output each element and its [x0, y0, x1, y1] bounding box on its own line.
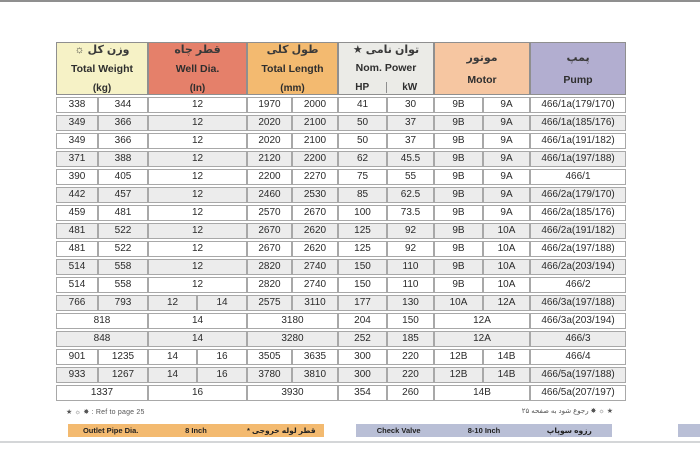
outlet-pipe-label-en: Outlet Pipe Dia.: [82, 426, 139, 435]
table-cell: 3635: [292, 349, 338, 365]
table-cell: 466/1a(191/182): [530, 133, 626, 149]
table-cell: 10A: [483, 277, 530, 293]
header-total-length: [247, 42, 338, 95]
table-cell: 9B: [434, 169, 483, 185]
table-cell: 3810: [292, 367, 338, 383]
table-cell: 30: [387, 97, 434, 113]
table-cell: 12: [148, 115, 247, 131]
table-cell: 10A: [483, 259, 530, 275]
table-cell: 9B: [434, 259, 483, 275]
table-row: [56, 259, 626, 275]
table-cell: 2100: [292, 115, 338, 131]
table-cell: 9A: [483, 133, 530, 149]
header-well-dia-unit: (In): [189, 82, 206, 94]
table-cell: 300: [338, 367, 387, 383]
table-cell: 818: [56, 313, 148, 329]
table-cell: 12: [148, 259, 247, 275]
table-row: [56, 151, 626, 167]
table-cell: 2670: [247, 241, 292, 257]
table-cell: 2820: [247, 259, 292, 275]
table-cell: 3505: [247, 349, 292, 365]
table-cell: 848: [56, 331, 148, 347]
table-row: [56, 277, 626, 293]
table-cell: 793: [98, 295, 148, 311]
table-cell: 2100: [292, 133, 338, 149]
table-row: [56, 169, 626, 185]
table-cell: 349: [56, 133, 98, 149]
table-cell: 110: [387, 259, 434, 275]
bottom-divider: [0, 441, 700, 443]
table-row: [56, 187, 626, 203]
table-cell: 9A: [483, 115, 530, 131]
footnote-ref-left: ★ ☼ ✸ : Ref to page 25: [66, 409, 145, 416]
check-valve-bar: [356, 424, 612, 437]
table-cell: 3780: [247, 367, 292, 383]
header-hp: HP: [355, 81, 370, 93]
table-cell: 1970: [247, 97, 292, 113]
table-cell: 14B: [483, 349, 530, 365]
outlet-pipe-bar: [68, 424, 324, 437]
table-cell: 366: [98, 133, 148, 149]
table-cell: 62: [338, 151, 387, 167]
table-cell: 14: [148, 367, 197, 383]
table-cell: 2740: [292, 277, 338, 293]
table-cell: 2670: [247, 223, 292, 239]
table-cell: 220: [387, 367, 434, 383]
table-cell: 9B: [434, 241, 483, 257]
table-cell: 481: [56, 241, 98, 257]
table-cell: 442: [56, 187, 98, 203]
table-cell: 9A: [483, 97, 530, 113]
table-cell: 9B: [434, 205, 483, 221]
table-cell: 466/2a(191/182): [530, 223, 626, 239]
table-cell: 514: [56, 277, 98, 293]
table-cell: 466/1: [530, 169, 626, 185]
table-row: [56, 331, 626, 347]
header-pump-en: Pump: [563, 73, 593, 86]
table-cell: 466/4: [530, 349, 626, 365]
header-total-length-en: Total Length: [261, 63, 324, 75]
table-cell: 9B: [434, 187, 483, 203]
table-cell: 466/2: [530, 277, 626, 293]
header-nom-power: [338, 42, 434, 95]
table-cell: 466/5a(197/188): [530, 367, 626, 383]
check-valve-size: 8-10 Inch: [467, 426, 501, 435]
table-cell: 204: [338, 313, 387, 329]
header-nom-power-en: Nom. Power: [355, 62, 417, 74]
table-cell: 12A: [434, 313, 530, 329]
table-cell: 16: [197, 349, 247, 365]
table-cell: 12: [148, 169, 247, 185]
header-total-weight-fa: وزن کل ☼: [74, 43, 130, 56]
table-cell: 2530: [292, 187, 338, 203]
header-total-weight-en: Total Weight: [70, 63, 134, 75]
table-cell: 459: [56, 205, 98, 221]
table-row: [56, 385, 626, 401]
table-cell: 2200: [292, 151, 338, 167]
table-cell: 558: [98, 277, 148, 293]
table-cell: 14: [148, 313, 247, 329]
table-cell: 9B: [434, 277, 483, 293]
table-cell: 12A: [483, 295, 530, 311]
table-cell: 2740: [292, 259, 338, 275]
table-cell: 766: [56, 295, 98, 311]
table-cell: 9B: [434, 133, 483, 149]
table-cell: 12B: [434, 367, 483, 383]
table-cell: 2620: [292, 223, 338, 239]
header-total-weight: [56, 42, 148, 95]
table-cell: 466/1a(197/188): [530, 151, 626, 167]
table-cell: 9B: [434, 97, 483, 113]
table-cell: 14B: [434, 385, 530, 401]
table-cell: 9B: [434, 115, 483, 131]
table-cell: 390: [56, 169, 98, 185]
table-row: [56, 349, 626, 365]
table-cell: 514: [56, 259, 98, 275]
table-cell: 100: [338, 205, 387, 221]
table-cell: 2575: [247, 295, 292, 311]
table-cell: 14: [197, 295, 247, 311]
table-cell: 92: [387, 223, 434, 239]
table-row: [56, 313, 626, 329]
table-cell: 9B: [434, 151, 483, 167]
table-cell: 466/3: [530, 331, 626, 347]
table-cell: 9A: [483, 169, 530, 185]
table-cell: 3110: [292, 295, 338, 311]
table-cell: 14: [148, 349, 197, 365]
table-cell: 10A: [434, 295, 483, 311]
table-cell: 41: [338, 97, 387, 113]
table-row: [56, 115, 626, 131]
header-total-length-fa: طول کلی: [266, 43, 319, 56]
table-cell: 466/1a(179/170): [530, 97, 626, 113]
table-cell: 12A: [434, 331, 530, 347]
table-cell: 37: [387, 115, 434, 131]
table-cell: 12B: [434, 349, 483, 365]
table-cell: 130: [387, 295, 434, 311]
header-pump: [530, 42, 626, 95]
table-cell: 50: [338, 133, 387, 149]
table-cell: 466/2a(203/194): [530, 259, 626, 275]
table-cell: 12: [148, 133, 247, 149]
table-cell: 338: [56, 97, 98, 113]
header-pump-fa: پمپ: [566, 52, 590, 65]
check-valve-label-en: Check Valve: [376, 426, 421, 435]
header-kw: kW: [386, 82, 434, 93]
table-cell: 14: [148, 331, 247, 347]
table-cell: 9B: [434, 223, 483, 239]
pump-spec-table: [56, 40, 626, 403]
table-cell: 349: [56, 115, 98, 131]
table-cell: 466/3a(203/194): [530, 313, 626, 329]
table-cell: 9A: [483, 205, 530, 221]
table-row: [56, 133, 626, 149]
table-cell: 9A: [483, 187, 530, 203]
outlet-pipe-label-fa: قطر لوله خروجی *: [246, 426, 316, 435]
table-cell: 466/1a(185/176): [530, 115, 626, 131]
table-cell: 2200: [247, 169, 292, 185]
table-cell: 37: [387, 133, 434, 149]
table-cell: 366: [98, 115, 148, 131]
table-cell: 457: [98, 187, 148, 203]
table-cell: 10A: [483, 223, 530, 239]
table-cell: 92: [387, 241, 434, 257]
table-cell: 522: [98, 223, 148, 239]
partial-bar-cropped: [678, 424, 700, 437]
table-cell: 2020: [247, 115, 292, 131]
table-cell: 12: [148, 205, 247, 221]
table-cell: 50: [338, 115, 387, 131]
table-cell: 405: [98, 169, 148, 185]
table-cell: 558: [98, 259, 148, 275]
table-cell: 522: [98, 241, 148, 257]
header-total-weight-unit: (kg): [92, 82, 112, 94]
table-cell: 344: [98, 97, 148, 113]
table-cell: 466/5a(207/197): [530, 385, 626, 401]
header-power-units: [339, 80, 433, 95]
table-cell: 901: [56, 349, 98, 365]
table-cell: 388: [98, 151, 148, 167]
table-row: [56, 367, 626, 383]
table-cell: 12: [148, 295, 197, 311]
table-cell: 14B: [483, 367, 530, 383]
table-row: [56, 97, 626, 113]
table-cell: 12: [148, 277, 247, 293]
table-row: [56, 241, 626, 257]
header-well-dia-en: Well Dia.: [175, 63, 220, 75]
table-cell: 252: [338, 331, 387, 347]
header-motor-en: Motor: [467, 73, 497, 86]
table-cell: 2120: [247, 151, 292, 167]
table-cell: 3180: [247, 313, 338, 329]
table-cell: 62.5: [387, 187, 434, 203]
table-cell: 16: [197, 367, 247, 383]
table-cell: 12: [148, 151, 247, 167]
header-well-dia-fa: قطر چاه: [174, 43, 221, 56]
table-cell: 1235: [98, 349, 148, 365]
table-cell: 125: [338, 241, 387, 257]
table-cell: 150: [338, 259, 387, 275]
header-well-dia: [148, 42, 247, 95]
table-cell: 2670: [292, 205, 338, 221]
header-nom-power-fa: توان نامی ★: [352, 43, 420, 56]
table-cell: 2460: [247, 187, 292, 203]
table-cell: 354: [338, 385, 387, 401]
table-cell: 125: [338, 223, 387, 239]
table-cell: 12: [148, 241, 247, 257]
table-cell: 371: [56, 151, 98, 167]
table-cell: 75: [338, 169, 387, 185]
check-valve-label-fa: رزوه سوپاپ: [546, 426, 592, 435]
table-row: [56, 295, 626, 311]
table-cell: 85: [338, 187, 387, 203]
table-cell: 110: [387, 277, 434, 293]
table-row: [56, 205, 626, 221]
table-cell: 260: [387, 385, 434, 401]
table-row: [56, 223, 626, 239]
table-cell: 300: [338, 349, 387, 365]
table-cell: 1267: [98, 367, 148, 383]
header-total-length-unit: (mm): [280, 82, 305, 94]
footnote-ref-right: ★ ☼ ✸ رجوع شود به صفحه ۲۵: [521, 408, 613, 415]
table-cell: 3930: [247, 385, 338, 401]
table-cell: 933: [56, 367, 98, 383]
outlet-pipe-size: 8 Inch: [185, 426, 207, 435]
table-cell: 10A: [483, 241, 530, 257]
table-cell: 16: [148, 385, 247, 401]
table-cell: 150: [338, 277, 387, 293]
table-cell: 150: [387, 313, 434, 329]
table-cell: 466/2a(179/170): [530, 187, 626, 203]
table-cell: 73.5: [387, 205, 434, 221]
table-cell: 2820: [247, 277, 292, 293]
table-cell: 2000: [292, 97, 338, 113]
table-cell: 2620: [292, 241, 338, 257]
table-cell: 185: [387, 331, 434, 347]
header-motor-fa: موتور: [466, 52, 498, 65]
table-cell: 3280: [247, 331, 338, 347]
table-cell: 55: [387, 169, 434, 185]
table-cell: 12: [148, 187, 247, 203]
table-cell: 481: [56, 223, 98, 239]
table-cell: 466/2a(185/176): [530, 205, 626, 221]
table-cell: 220: [387, 349, 434, 365]
table-cell: 2270: [292, 169, 338, 185]
table-cell: 466/3a(197/188): [530, 295, 626, 311]
header-motor: [434, 42, 530, 95]
table-cell: 2020: [247, 133, 292, 149]
table-cell: 45.5: [387, 151, 434, 167]
top-divider: [0, 0, 700, 2]
table-cell: 12: [148, 97, 247, 113]
table-cell: 12: [148, 223, 247, 239]
table-cell: 177: [338, 295, 387, 311]
header-row: [56, 42, 626, 95]
table-cell: 2570: [247, 205, 292, 221]
table-cell: 9A: [483, 151, 530, 167]
table-cell: 466/2a(197/188): [530, 241, 626, 257]
table-cell: 481: [98, 205, 148, 221]
table-cell: 1337: [56, 385, 148, 401]
